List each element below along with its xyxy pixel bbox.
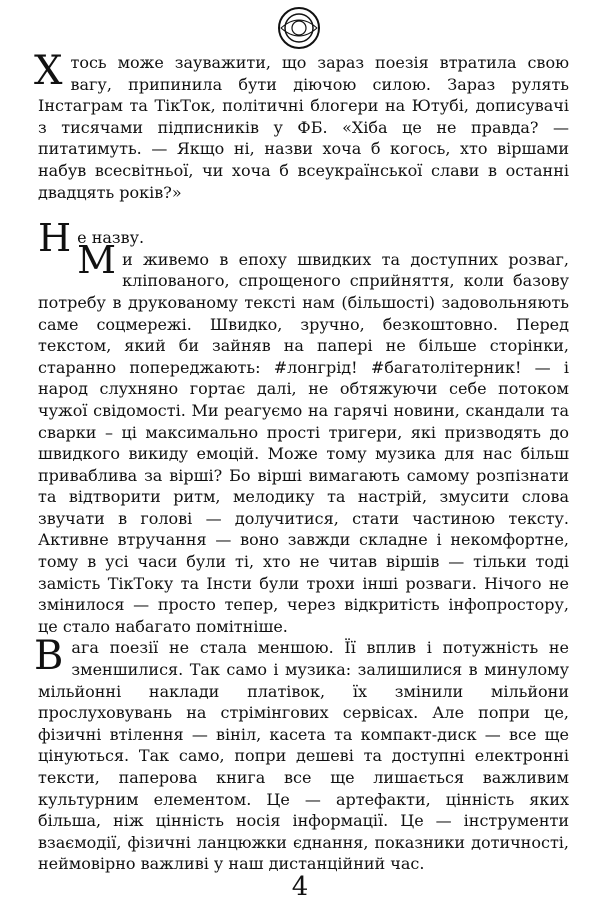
page-text <box>34 48 569 875</box>
drop-cap-1: Х <box>34 48 63 94</box>
paragraph-4 <box>34 633 569 875</box>
paragraph-1-text: тось може зауважити, що зараз поезія втратила свою вагу, припинила бути діючою силою. Зараз рулять Інстаграм та ТікТок, політичні блогери на Ютубі, дописувачі з тисячами підписників у ФБ. «Хіба це не правда? — питатимуть. — Якщо ні, назви хоча б когось, хто віршами набув всесвітньої, чи хоча б всеукраїнської слави в останні двадцять років?» <box>38 53 569 202</box>
page-number: 4 <box>291 872 309 902</box>
paragraph-4-text: ага поезії не стала меншою. Її вплив і потужність не зменшилися. Так само і музика: залишилися в минулому мільйонні наклади платівок, їх змінили мільйони прослуховувань на стрімінгових сервісах. Але попри це, фізичні втілення — вініл, касета та компакт-диск — все ще цінуються. Так само, попри дешеві та доступні електронні тексти, паперова книга все ще лишається важливим культурним елементом. Це — артефакти, цінність яких більша, ніж цінність носія інформації. Це — інструменти взаємодії, фізичні ланцюжки єднання, показники дотичності, неймовірно важливі у наш дистанційний час. <box>38 638 569 874</box>
paragraph-2-text: е назву. <box>77 228 145 248</box>
paragraph-3-text: и живемо в епоху швидких та доступних розваг, кліпованого, спрощеного сприйняття, коли базову потребу в друкованому тексті нам (більшості) задовольняють саме соцмережі. Швидко, зручно, безкоштовно. Перед текстом, який би зайняв на папері не більше сторінки, старанно попереджають: #лонгрід! #багатолітерник! — і народ слухняно гортає далі, не обтяжуючи себе потоком чужої свідомості. Ми реагуємо на гарячі новини, скандали та сварки – ці максимально прості тригери, які призводять до швидкого викиду емоцій. Може тому музика для нас більш приваблива за вірші? Бо вірші вимагають самому розпізнати та відтворити ритм, мелодику та настрій, змусити слова звучати в голові — долучитися, стати частиною тексту. Активне втручання — воно завжди складне і некомфортне, тому в усі часи були ті, хто не читав віршів — тільки тоді замість ТікТоку та Інсти були трохи інші розваги. Нічого не змінилося — просто тепер, через відкритість інфопростору, це стало набагато помітніше. <box>38 249 569 636</box>
drop-cap-4: В <box>34 633 64 680</box>
paragraph-2 <box>38 216 569 261</box>
drop-cap-2: Н <box>38 216 72 261</box>
ornament-icon <box>275 4 323 52</box>
drop-cap-3: М <box>77 237 117 282</box>
paragraph-1 <box>34 48 569 203</box>
